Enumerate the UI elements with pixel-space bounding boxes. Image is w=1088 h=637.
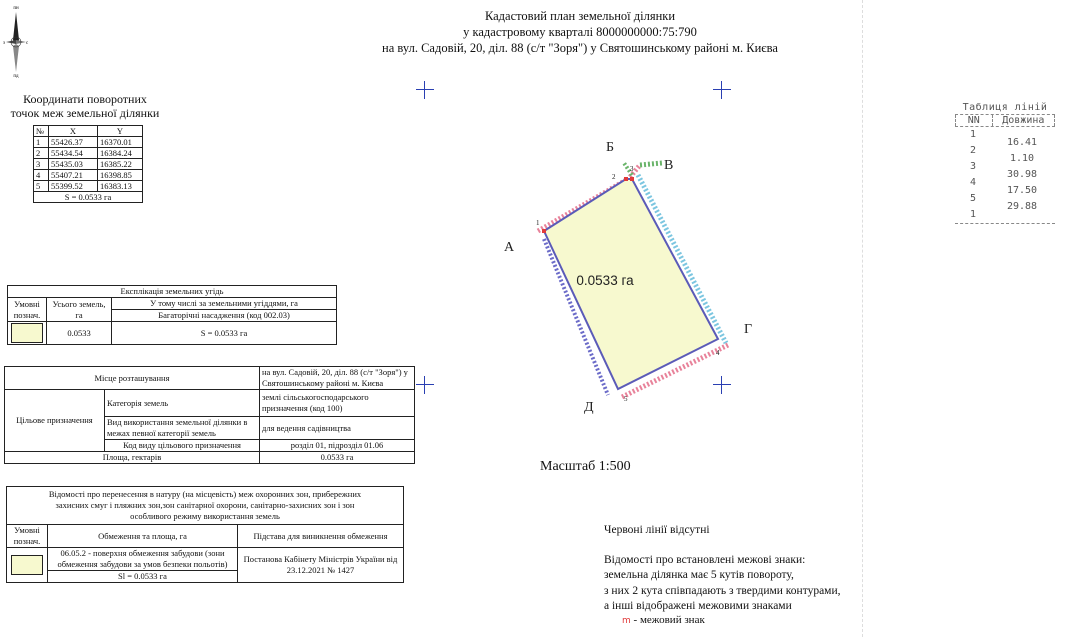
restrictions-col-basis: Підстава для виникнення обмеження [238, 525, 404, 548]
markers-note-line-4: а інші відображені межовими знаками [604, 600, 792, 612]
cell: 1 [34, 137, 49, 148]
line-length: 17.50 [1006, 185, 1038, 196]
explication-title: Експлікація земельних угідь [8, 286, 337, 298]
boundary-marker [542, 229, 546, 233]
cell: 55434.54 [49, 148, 98, 159]
point-number-2: 2 [612, 173, 616, 181]
cell: 4 [34, 170, 49, 181]
boundary-marker-icon: m [622, 616, 631, 626]
code-label: Код виду цільового призначення [105, 440, 260, 452]
compass-south-label: пд [13, 74, 19, 78]
coordinates-caption-line-2: точок меж земельної ділянки [10, 106, 160, 120]
coordinates-caption [10, 92, 160, 120]
explication-col-total: Усього земель, га [47, 298, 112, 322]
category-value: землі сільськогосподарського призначення (код 100) [260, 390, 415, 417]
line-point: 2 [969, 145, 977, 156]
cell: 16385.22 [98, 159, 143, 170]
parcel-area-label: 0.0533 га [576, 273, 634, 288]
cell: 16370.01 [98, 137, 143, 148]
table-row [34, 148, 143, 159]
grid-cross-icon [416, 376, 434, 394]
coordinates-table [33, 125, 143, 203]
markers-note-line-1: Відомості про встановлені межові знаки: [604, 553, 806, 566]
corner-label-b: Б [606, 140, 615, 155]
line-point: 3 [969, 161, 977, 172]
explication-sum: S = 0.0533 га [112, 322, 337, 345]
neighbor-boundary-green [640, 163, 662, 165]
table-row [34, 170, 143, 181]
coordinates-caption-line-1: Координати поворотних [23, 92, 147, 106]
point-number-5: 5 [624, 395, 628, 403]
scale-label: Масштаб 1:500 [540, 459, 631, 474]
line-point: 1 [969, 129, 977, 140]
parcel-drawing [490, 135, 790, 415]
cell: 55407.21 [49, 170, 98, 181]
restrictions-col-symbol: Умовні познач. [7, 525, 48, 548]
restriction-sum: Sl = 0.0533 га [48, 571, 238, 583]
line-length: 16.41 [1006, 137, 1038, 148]
page-fold-line [862, 0, 864, 637]
col-number: № [34, 126, 49, 137]
restriction-basis-value: Постанова Кабінету Міністрів України від 23.12.2021 № 1427 [238, 548, 404, 583]
corner-label-a: А [504, 240, 515, 255]
restrictions-col-restr: Обмеження та площа, га [48, 525, 238, 548]
area-label: Площа, гектарів [5, 452, 260, 464]
cell: 55435.03 [49, 159, 98, 170]
title-line-3: на вул. Садовій, 20, діл. 88 (с/т "Зоря") у Святошинському районі м. Києва [382, 41, 778, 55]
markers-note-line-2: земельна ділянка має 5 кутів повороту, [604, 569, 794, 581]
line-length: 29.88 [1006, 201, 1038, 212]
notes-block [604, 523, 841, 615]
restriction-fill-swatch [11, 555, 43, 575]
table-row [34, 159, 143, 170]
boundary-marker [624, 177, 628, 181]
title-line-1: Кадастовий план земельної ділянки [484, 9, 676, 23]
document-title [300, 8, 860, 56]
compass-rose-icon [2, 2, 30, 78]
parcel-fill-swatch [11, 323, 43, 343]
cell: 2 [34, 148, 49, 159]
table-row [34, 137, 143, 148]
location-label: Місце розташування [5, 367, 260, 390]
restriction-value: 06.05.2 - поверхня обмеження забудови (зони обмеження забудови за умов безпеки польотів) [48, 548, 238, 571]
table-row [34, 181, 143, 192]
area-value: 0.0533 га [260, 452, 415, 464]
coordinates-total-row [34, 192, 143, 203]
line-length: 30.98 [1006, 169, 1038, 180]
col-y: Y [98, 126, 143, 137]
coordinates-header-row [34, 126, 143, 137]
red-lines-note: Червоні лінії відсутні [604, 524, 710, 536]
cell: 16398.85 [98, 170, 143, 181]
line-length: 1.10 [1009, 153, 1035, 164]
restrictions-title: Відомості про перенесення в натуру (на місцевість) меж охоронних зон, прибережних захисних смуг і пляжних зон,зон санітарної охорони, санітарно-захисних зон і зон особливого режиму використання земель [7, 487, 404, 525]
lines-col-nn: NN [955, 115, 992, 126]
category-label: Категорія земель [105, 390, 260, 417]
explication-col-incl: У тому числі за земельними угіддями, га [112, 298, 337, 310]
lines-col-length: Довжина [992, 115, 1055, 126]
compass-east-label: с [26, 41, 29, 46]
lines-table [955, 102, 1055, 224]
cell: 16383.13 [98, 181, 143, 192]
lines-table-caption: Таблиця ліній [962, 102, 1048, 113]
explication-table [7, 285, 337, 345]
point-number-4: 4 [716, 349, 720, 357]
location-value: на вул. Садовій, 20, діл. 88 (с/т "Зоря") у Святошинському районі м. Києва [260, 367, 415, 390]
markers-note-line-3: з них 2 кута співпадають з твердими контурами, [604, 584, 841, 597]
grid-cross-icon [713, 81, 731, 99]
location-table [4, 366, 415, 464]
grid-cross-icon [416, 81, 434, 99]
corner-label-v: В [664, 158, 674, 173]
legend [622, 614, 705, 626]
cell: 55426.37 [49, 137, 98, 148]
corner-label-g: Г [744, 322, 753, 337]
corner-label-d: Д [584, 400, 594, 415]
boundary-marker [630, 177, 634, 181]
point-number-3: 3 [630, 165, 634, 173]
compass-north-label: пн [13, 6, 19, 11]
cell: 3 [34, 159, 49, 170]
cell: 5 [34, 181, 49, 192]
explication-col-sub: Багаторічні насадження (код 002.03) [112, 310, 337, 322]
purpose-label: Цільове призначення [5, 390, 105, 452]
restrictions-table [6, 486, 404, 583]
coordinates-total: S = 0.0533 га [34, 192, 143, 203]
legend-text: - межовий знак [630, 614, 705, 626]
use-value: для ведення садівництва [260, 417, 415, 440]
line-point: 1 [969, 209, 977, 220]
point-number-1: 1 [536, 219, 540, 227]
use-label: Вид використання земельної ділянки в межах певної категорії земель [105, 417, 260, 440]
compass-west-label: з [3, 41, 5, 46]
explication-col-symbol: Умовні познач. [8, 298, 47, 322]
title-line-2: у кадастровому кварталі 8000000000:75:790 [463, 25, 697, 39]
explication-total-value: 0.0533 [47, 322, 112, 345]
line-point: 5 [969, 193, 977, 204]
cell: 16384.24 [98, 148, 143, 159]
line-point: 4 [969, 177, 977, 188]
col-x: X [49, 126, 98, 137]
cell: 55399.52 [49, 181, 98, 192]
code-value: розділ 01, підрозділ 01.06 [260, 440, 415, 452]
